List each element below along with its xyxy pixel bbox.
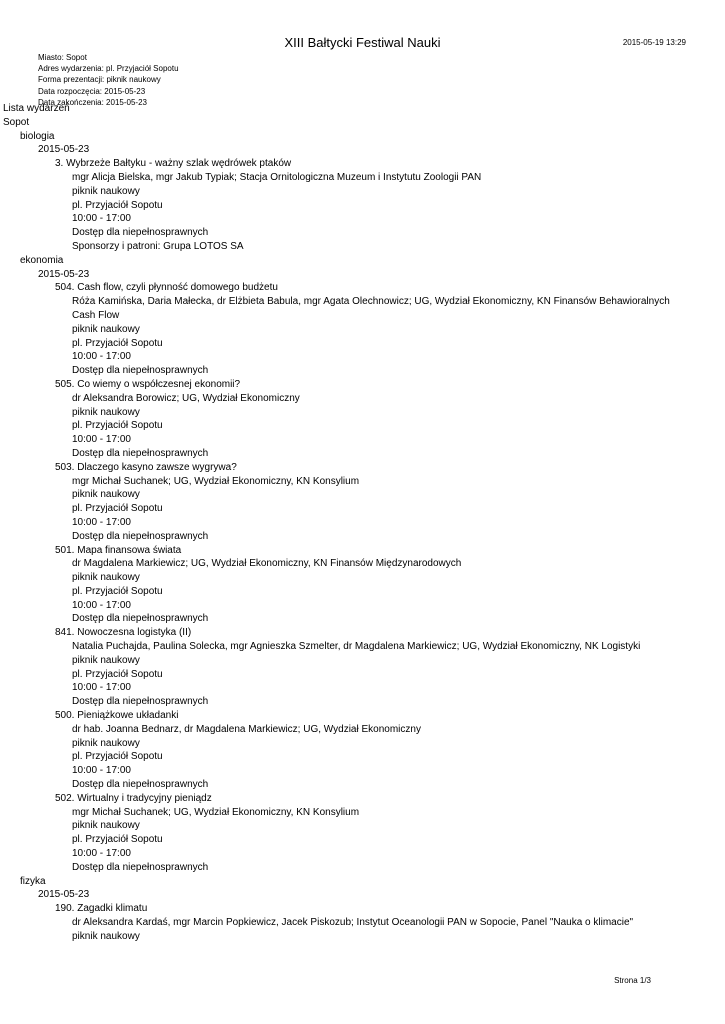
meta-start-date: Data rozpoczęcia: 2015-05-23 bbox=[38, 86, 146, 96]
event-authors: dr Aleksandra Borowicz; UG, Wydział Ekonomiczny bbox=[72, 392, 300, 404]
event-time: 10:00 - 17:00 bbox=[72, 351, 131, 363]
event-place: pl. Przyjaciół Sopotu bbox=[72, 834, 163, 846]
category-date: 2015-05-23 bbox=[38, 144, 90, 156]
event-time: 10:00 - 17:00 bbox=[72, 434, 131, 446]
event-accessibility: Dostęp dla niepełnosprawnych bbox=[72, 613, 209, 625]
meta-city: Miasto: Sopot bbox=[38, 53, 87, 62]
event-title: 190. Zagadki klimatu bbox=[55, 903, 148, 915]
event-time: 10:00 - 17:00 bbox=[72, 765, 131, 777]
event-place: pl. Przyjaciół Sopotu bbox=[72, 751, 163, 763]
event-accessibility: Dostęp dla niepełnosprawnych bbox=[72, 861, 209, 873]
event-time: 10:00 - 17:00 bbox=[72, 848, 131, 860]
event-place: pl. Przyjaciół Sopotu bbox=[72, 668, 163, 680]
event-place: pl. Przyjaciół Sopotu bbox=[72, 503, 163, 515]
event-authors: mgr Alicja Bielska, mgr Jakub Typiak; Stacja Ornitologiczna Muzeum i Instytutu Zoologii PAN bbox=[72, 171, 482, 183]
event-form: piknik naukowy bbox=[72, 323, 140, 335]
event-place: pl. Przyjaciół Sopotu bbox=[72, 337, 163, 349]
event-authors: Róża Kamińska, Daria Małecka, dr Elżbieta Babula, mgr Agata Olechnowicz; UG, Wydział Ekonomiczny, KN Finansów Behawioralnych Cash Flow bbox=[72, 296, 670, 321]
list-title: Lista wydarzeń bbox=[3, 103, 70, 114]
event-form: piknik naukowy bbox=[72, 737, 140, 749]
event-place: pl. Przyjaciół Sopotu bbox=[72, 420, 163, 432]
page-title: XIII Bałtycki Festiwal Nauki bbox=[284, 35, 441, 50]
event-sponsors: Sponsorzy i patroni: Grupa LOTOS SA bbox=[72, 240, 244, 252]
event-form: piknik naukowy bbox=[72, 930, 140, 942]
event-form: piknik naukowy bbox=[72, 654, 140, 666]
event-form: piknik naukowy bbox=[72, 185, 140, 197]
meta-form: Forma prezentacji: piknik naukowy bbox=[38, 75, 161, 85]
event-authors: dr Aleksandra Kardaś, mgr Marcin Popkiewicz, Jacek Piskozub; Instytut Oceanologii PAN w Sopocie, Panel "Nauka o klimacie" bbox=[72, 917, 634, 929]
event-title: 505. Co wiemy o współczesnej ekonomii? bbox=[55, 378, 241, 390]
event-form: piknik naukowy bbox=[72, 489, 140, 501]
event-authors: dr Magdalena Markiewicz; UG, Wydział Ekonomiczny, KN Finansów Międzynarodowych bbox=[72, 558, 462, 570]
event-accessibility: Dostęp dla niepełnosprawnych bbox=[72, 447, 209, 459]
event-authors: mgr Michał Suchanek; UG, Wydział Ekonomiczny, KN Konsylium bbox=[72, 475, 360, 487]
event-authors: Natalia Puchajda, Paulina Solecka, mgr Agnieszka Szmelter, dr Magdalena Markiewicz; UG, Wydział Ekonomiczny, NK Logistyki bbox=[72, 641, 641, 653]
category-heading: ekonomia bbox=[20, 254, 64, 266]
event-title: 841. Nowoczesna logistyka (II) bbox=[55, 627, 192, 639]
event-form: piknik naukowy bbox=[72, 406, 140, 418]
meta-end-date: Data zakończenia: 2015-05-23 bbox=[38, 97, 147, 107]
generated-timestamp: 2015-05-19 13:29 bbox=[622, 38, 686, 47]
event-time: 10:00 - 17:00 bbox=[72, 516, 131, 528]
category-date: 2015-05-23 bbox=[38, 889, 90, 901]
event-time: 10:00 - 17:00 bbox=[72, 682, 131, 694]
category-heading: biologia bbox=[20, 130, 55, 142]
event-title: 504. Cash flow, czyli płynność domowego budżetu bbox=[55, 282, 278, 294]
event-accessibility: Dostęp dla niepełnosprawnych bbox=[72, 779, 209, 791]
city-heading: Sopot bbox=[3, 116, 30, 128]
event-place: pl. Przyjaciół Sopotu bbox=[72, 199, 163, 211]
event-title: 501. Mapa finansowa świata bbox=[55, 544, 182, 556]
meta-address: Adres wydarzenia: pl. Przyjaciół Sopotu bbox=[38, 64, 179, 74]
category-date: 2015-05-23 bbox=[38, 268, 90, 280]
event-list bbox=[3, 102, 723, 944]
event-time: 10:00 - 17:00 bbox=[72, 213, 131, 225]
event-title: 3. Wybrzeże Bałtyku - ważny szlak wędrówek ptaków bbox=[55, 158, 292, 170]
page-number: Strona 1/3 bbox=[614, 976, 651, 985]
category-heading: fizyka bbox=[20, 875, 46, 887]
event-authors: mgr Michał Suchanek; UG, Wydział Ekonomiczny, KN Konsylium bbox=[72, 806, 360, 818]
event-authors: dr hab. Joanna Bednarz, dr Magdalena Markiewicz; UG, Wydział Ekonomiczny bbox=[72, 723, 421, 735]
event-title: 500. Pieniążkowe układanki bbox=[55, 710, 179, 722]
event-accessibility: Dostęp dla niepełnosprawnych bbox=[72, 227, 209, 239]
event-form: piknik naukowy bbox=[72, 820, 140, 832]
event-title: 502. Wirtualny i tradycyjny pieniądz bbox=[55, 792, 212, 804]
event-form: piknik naukowy bbox=[72, 572, 140, 584]
event-accessibility: Dostęp dla niepełnosprawnych bbox=[72, 530, 209, 542]
event-meta bbox=[38, 52, 179, 108]
event-accessibility: Dostęp dla niepełnosprawnych bbox=[72, 365, 209, 377]
event-time: 10:00 - 17:00 bbox=[72, 599, 131, 611]
event-title: 503. Dlaczego kasyno zawsze wygrywa? bbox=[55, 461, 237, 473]
event-accessibility: Dostęp dla niepełnosprawnych bbox=[72, 696, 209, 708]
event-place: pl. Przyjaciół Sopotu bbox=[72, 585, 163, 597]
